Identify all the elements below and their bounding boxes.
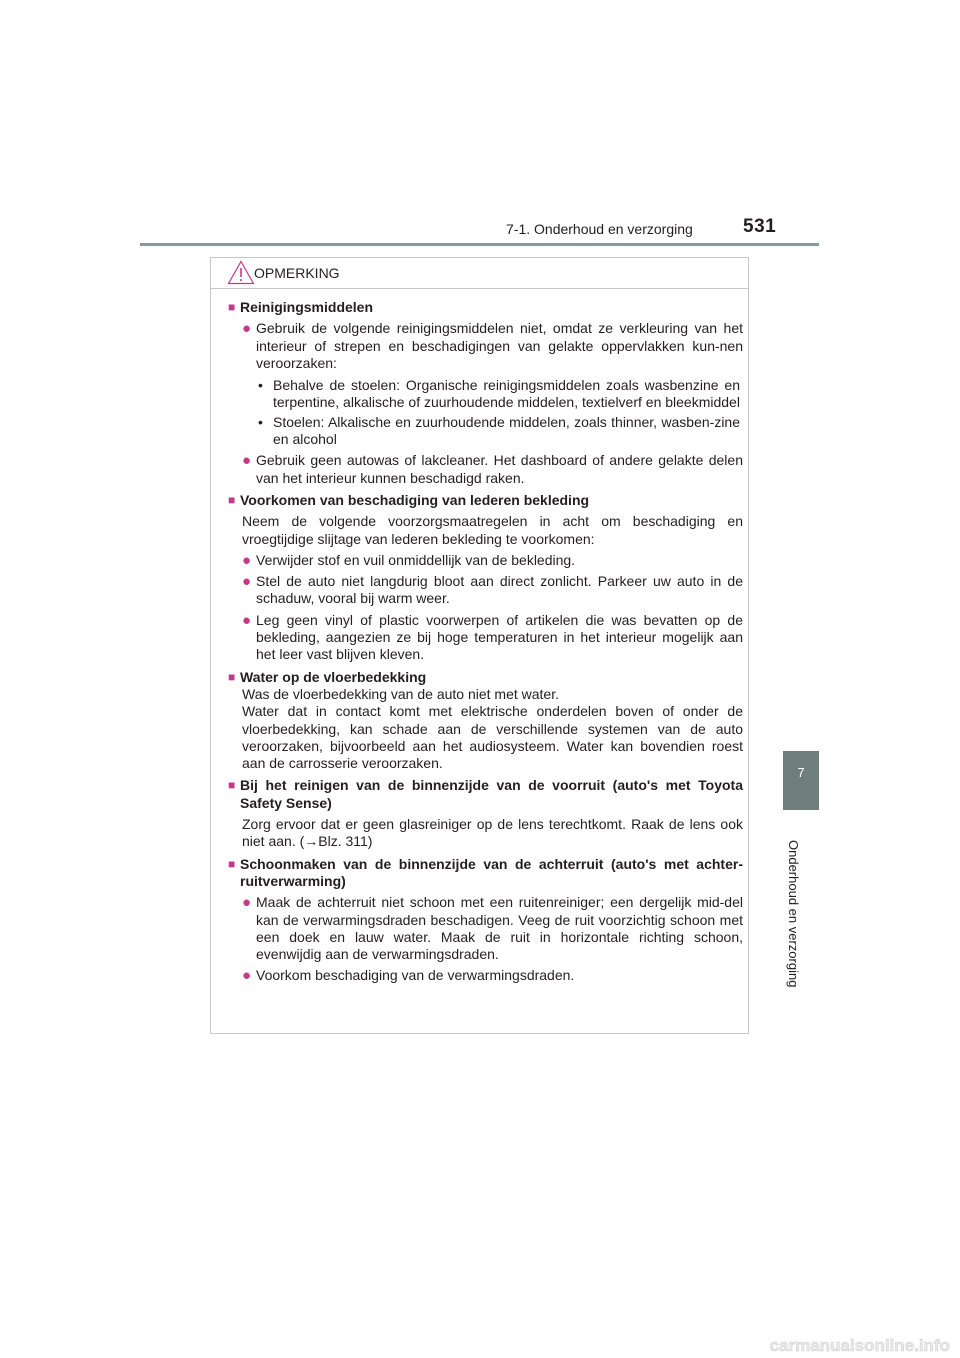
bullet-text: Stel de auto niet langdurig bloot aan direct zonlicht. Parkeer uw auto in de schaduw, vooral bij warm weer. <box>256 573 743 607</box>
section-intro: Zorg ervoor dat er geen glasreiniger op de lens terechtkomt. Raak de lens ook niet aan. (→Blz. 311) <box>242 816 743 850</box>
chapter-label: Onderhoud en verzorging <box>786 840 801 988</box>
notice-title: OPMERKING <box>254 265 340 281</box>
bullet-text: Gebruik geen autowas of lakcleaner. Het dashboard of andere gelakte delen van het interieur kunnen beschadigd raken. <box>256 452 743 486</box>
section-heading: Schoonmaken van de binnenzijde van de achterruit (auto's met achter-ruitverwarming) <box>240 855 743 889</box>
square-bullet-icon: ■ <box>228 669 236 684</box>
list-item <box>228 452 743 487</box>
sub-text: Stoelen: Alkalische en zuurhoudende middelen, zoals thinner, wasben-zine en alcohol <box>273 413 740 448</box>
watermark-logo <box>634 1335 954 1355</box>
section-heading: Reinigingsmiddelen <box>240 299 374 315</box>
square-bullet-icon: ■ <box>228 300 236 314</box>
section-heading: Water op de vloerbedekking <box>240 668 427 685</box>
bullet-dot-icon: ● <box>242 320 252 338</box>
notice-box <box>210 257 749 1034</box>
section-windshield-cleaning <box>211 777 750 850</box>
square-bullet-icon: ■ <box>228 492 236 507</box>
square-bullet-icon: ■ <box>228 778 236 793</box>
bullet-dot-icon: ● <box>242 573 252 591</box>
warning-triangle-icon <box>227 260 255 285</box>
bullet-text: Verwijder stof en vuil onmiddellijk van de bekleding. <box>256 551 576 568</box>
bullet-dot-icon: ● <box>242 452 252 470</box>
sub-list-item: • Stoelen: Alkalische en zuurhoudende middelen, zoals thinner, wasben-zine en alcohol <box>228 414 743 449</box>
header-section-title: 7-1. Onderhoud en verzorging <box>506 221 693 237</box>
section-heading: Bij het reinigen van de binnenzijde van de voorruit (auto's met Toyota Safety Sense) <box>240 777 743 811</box>
list-item <box>228 320 743 372</box>
bullet-dot-icon: ● <box>242 894 252 912</box>
bullet-text: Gebruik de volgende reinigingsmiddelen niet, omdat ze verkleuring van het interieur of strepen en beschadigingen van gelakte oppervlakken kun-nen veroorzaken: <box>256 320 743 371</box>
list-item <box>228 552 743 569</box>
notice-content <box>211 299 750 985</box>
notice-header <box>211 258 748 289</box>
list-item <box>228 894 743 963</box>
section-intro: Neem de volgende voorzorgsmaatregelen in acht om beschadiging en vroegtijdige slijtage van lederen bekleding te voorkomen: <box>242 513 743 547</box>
bullet-text: Voorkom beschadiging van de verwarmingsdraden. <box>256 967 575 984</box>
list-item <box>228 967 743 984</box>
bullet-dot-icon: ● <box>242 611 252 629</box>
list-item <box>228 573 743 608</box>
bullet-dot-icon: ● <box>242 551 252 569</box>
section-floor-water <box>211 669 750 773</box>
list-item <box>228 612 743 664</box>
sub-text: Behalve de stoelen: Organische reinigingsmiddelen zoals wasbenzine en terpentine, alkalische of zuurhoudende middelen, textielverf en bleekmiddel <box>273 377 740 411</box>
section-intro-2: Water dat in contact komt met elektrische onderdelen boven of onder de vloerbedekking, kan schade aan de verschillende systemen van de auto veroorzaken, bijvoorbeeld aan het audiosysteem. Water kan bovendien roest aan de carrosserie veroorzaken. <box>242 703 743 772</box>
chapter-tab <box>783 751 819 810</box>
header-rule <box>140 243 819 246</box>
sub-list-item: • Behalve de stoelen: Organische reinigingsmiddelen zoals wasbenzine en terpentine, alkalische of zuurhoudende middelen, textielverf en bleekmiddel <box>228 377 743 412</box>
page-number: 531 <box>743 216 777 237</box>
bullet-text: Maak de achterruit niet schoon met een ruitenreiniger; een dergelijk mid-del kan de verwarmingsdraden beschadigen. Veeg de ruit voorzichtig schoon met een doek en lauw water. Maak de ruit in horizontale richting schoon, evenwijdig aan de verwarmingsdraden. <box>256 894 743 963</box>
section-heading: Voorkomen van beschadiging van lederen bekleding <box>240 491 590 508</box>
chapter-number: 7 <box>797 765 805 780</box>
watermark-text: carmanualsonline.info <box>769 1336 950 1355</box>
square-bullet-icon: ■ <box>228 856 236 871</box>
bullet-dot-icon: ● <box>242 967 252 985</box>
bullet-text: Leg geen vinyl of plastic voorwerpen of artikelen die was bevatten op de bekleding, aangezien ze bij hoge temperaturen in het interieur mogelijk aan het leer vast blijven kleven. <box>256 611 743 663</box>
section-intro: Was de vloerbedekking van de auto niet met water. <box>242 685 559 702</box>
section-rear-window-cleaning <box>211 856 750 985</box>
section-cleaning-agents <box>211 299 750 487</box>
section-leather-protection <box>211 492 750 664</box>
